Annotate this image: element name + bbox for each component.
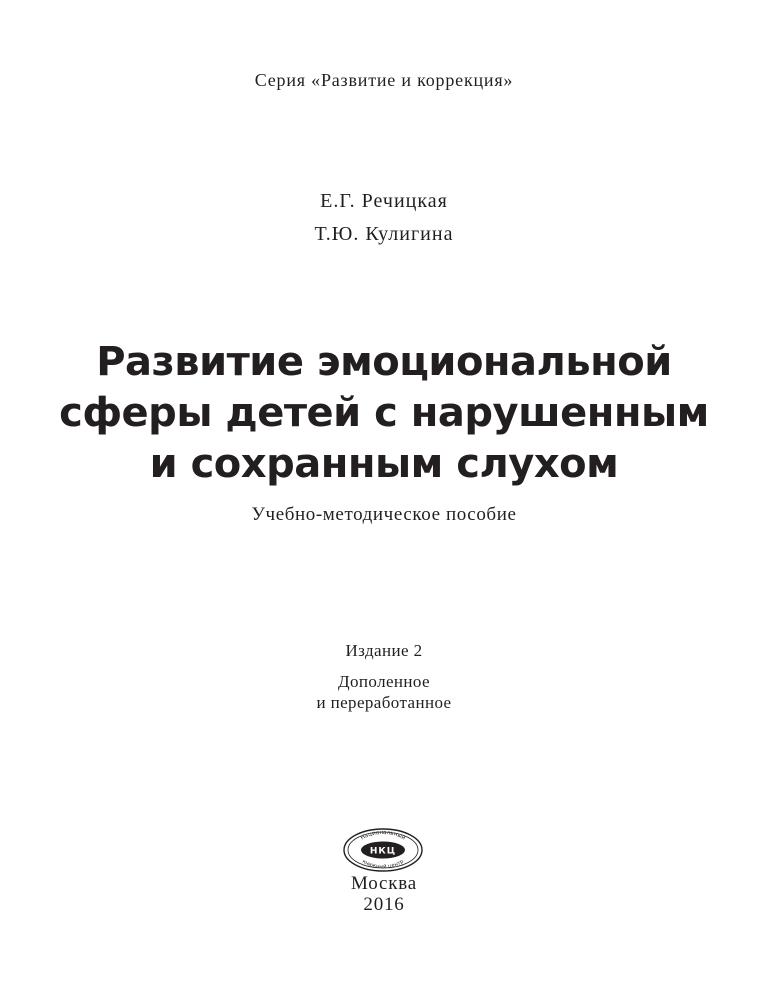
publisher-logo-bottom-text: книжный центр — [361, 858, 405, 871]
publisher-logo-letters: НКЦ — [369, 846, 397, 857]
book-title-line-1: Развитие эмоциональной — [96, 339, 672, 385]
author-name-2: Т.Ю. Кулигина — [314, 223, 454, 245]
publication-year: 2016 — [363, 894, 405, 915]
publisher-logo-icon — [341, 827, 425, 873]
edition-number: Издание 2 — [345, 641, 423, 660]
author-name-1: Е.Г. Речицкая — [320, 190, 448, 212]
publisher-logo-top-text: Национальный — [359, 829, 407, 842]
edition-note-line-2: и переработанное — [316, 693, 452, 712]
publication-city: Москва — [350, 873, 417, 894]
series-title: Серия «Развитие и коррекция» — [254, 70, 514, 90]
book-subtitle: Учебно-методическое пособие — [251, 504, 517, 525]
book-title-line-2: сферы детей с нарушенным — [59, 390, 709, 436]
edition-note-line-1: Дополенное — [338, 672, 430, 691]
book-title-line-3: и сохранным слухом — [149, 441, 619, 487]
